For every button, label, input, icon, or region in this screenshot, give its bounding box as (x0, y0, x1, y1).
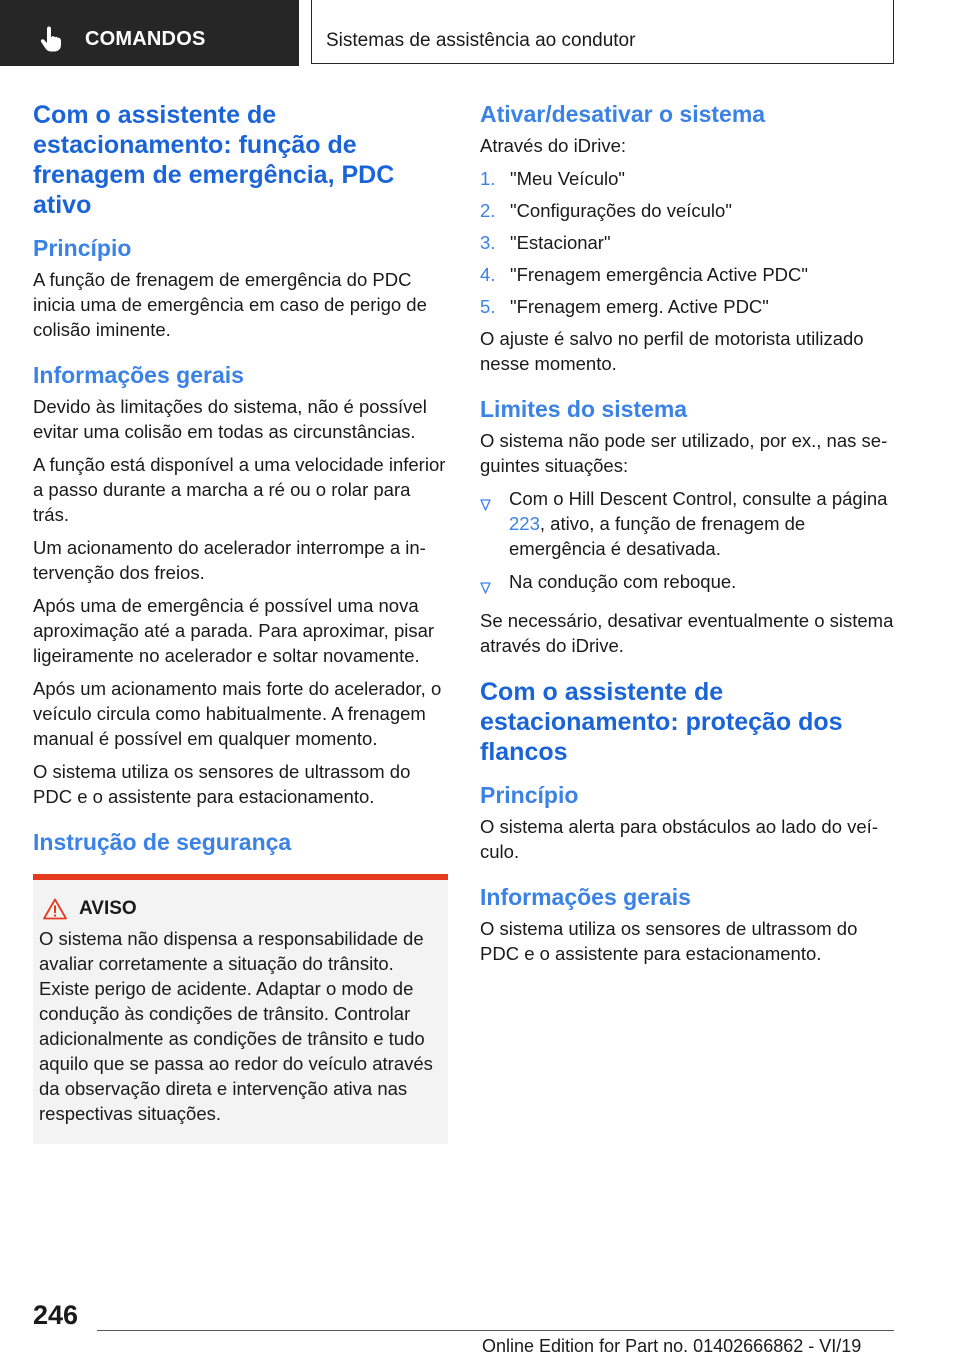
left-column (33, 100, 448, 1144)
principle-text: O sistema alerta para obstáculos ao lado do veículo. (480, 816, 878, 862)
warning-triangle-icon (43, 898, 67, 920)
warning-text: O sistema não dispensa a responsabilidade de avaliar corretamente a situação do trânsito. Existe perigo de acidente. Adaptar o modo de condução às condições de trânsito. Controlar adicionalmente as condições de trânsito e tudo aquilo que se passa ao redor do veículo através da observação direta e intervenção ativa nas respectivas situações. (39, 928, 433, 1124)
principle-text: A função de frenagem de emergência do PDC inicia uma de emergência em caso de perigo de colisão iminente. (33, 269, 427, 340)
step-number: 3. (480, 232, 496, 253)
step-number: 1. (480, 168, 496, 189)
principle-heading: Princípio (480, 782, 579, 808)
step-number: 4. (480, 264, 496, 285)
list-item (480, 230, 895, 255)
section-heading-flank-protection: Com o assistente de estacionamento: proteção dos flancos (480, 678, 843, 766)
safety-heading: Instrução de segurança (33, 829, 292, 855)
triangle-bullet-icon (480, 499, 491, 511)
list-item (480, 262, 895, 287)
general-paragraph: Devido às limitações do sistema, não é possível evitar uma colisão em todas as circunstâncias. (33, 396, 427, 442)
triangle-bullet-icon (480, 582, 491, 594)
activate-heading: Ativar/desativar o sistema (480, 101, 766, 127)
section-heading-emergency-braking: Com o assistente de estacionamento: função de frenagem de emergência, PDC ativo (33, 101, 395, 219)
list-item (480, 569, 895, 600)
general-paragraph: Após uma de emergência é possível uma nova aproximação até a parada. Para aproximar, pisar ligeiramente no acelerador e soltar novamente. (33, 595, 435, 666)
general-paragraph: Um acionamento do acelerador interrompe a intervenção dos freios. (33, 537, 426, 583)
page-link-223[interactable]: 223 (509, 513, 540, 534)
activate-intro: Através do iDrive: (480, 135, 626, 156)
page-number: 246 (33, 1300, 79, 1330)
activate-note: O ajuste é salvo no perfil de motorista utilizado nesse momento. (480, 328, 864, 374)
limits-intro: O sistema não pode ser utilizado, por ex., nas seguintes situações: (480, 430, 888, 476)
step-text: "Frenagem emerg. Active PDC" (510, 296, 769, 317)
list-item (480, 166, 895, 191)
bullet-text: Na condução com reboque. (509, 571, 737, 592)
step-text: "Configurações do veículo" (510, 200, 732, 221)
principle-heading: Princípio (33, 235, 132, 261)
page-header (0, 0, 960, 66)
general-paragraph: O sistema utiliza os sensores de ultrassom do PDC e o assistente para estacionamento. (33, 761, 411, 807)
limits-heading: Limites do sistema (480, 396, 688, 422)
step-text: "Estacionar" (510, 232, 611, 253)
step-text: "Meu Veículo" (510, 168, 625, 189)
general-paragraph: A função está disponível a uma velocidade inferior a passo durante a marcha a ré ou o rolar para trás. (33, 454, 446, 525)
chapter-title: Sistemas de assistência ao condutor (326, 30, 636, 51)
limits-note: Se necessário, desativar eventualmente o sistema através do iDrive. (480, 610, 894, 656)
footer-divider (97, 1330, 894, 1331)
step-number: 2. (480, 200, 496, 221)
general-info-heading: Informações gerais (480, 884, 691, 910)
general-paragraph: Após um acionamento mais forte do acelerador, o veículo circula como habitualmente. A frenagem manual é possível em qualquer momento. (33, 678, 442, 749)
general-info-heading: Informações gerais (33, 362, 244, 388)
bullet-text: Com o Hill Descent Control, consulte a página 223, ativo, a função de frenagem de emergência é desativada. (509, 488, 888, 559)
step-text: "Frenagem emergência Active PDC" (510, 264, 808, 285)
limits-list (480, 486, 895, 600)
idrive-steps-list (480, 166, 895, 319)
list-item (480, 294, 895, 319)
warning-title: AVISO (79, 898, 137, 919)
right-column (480, 100, 895, 966)
edition-note: Online Edition for Part no. 01402666862 - VI/19 (482, 1336, 862, 1356)
warning-header (39, 898, 439, 920)
hand-pointer-icon (40, 26, 62, 52)
section-tab-label: COMANDOS (85, 28, 206, 50)
list-item (480, 486, 895, 561)
list-item (480, 198, 895, 223)
section-tab[interactable] (0, 0, 299, 66)
chapter-tab[interactable] (311, 0, 894, 64)
warning-box (33, 874, 448, 1144)
general-text: O sistema utiliza os sensores de ultrassom do PDC e o assistente para estacionamento. (480, 918, 858, 964)
step-number: 5. (480, 296, 496, 317)
